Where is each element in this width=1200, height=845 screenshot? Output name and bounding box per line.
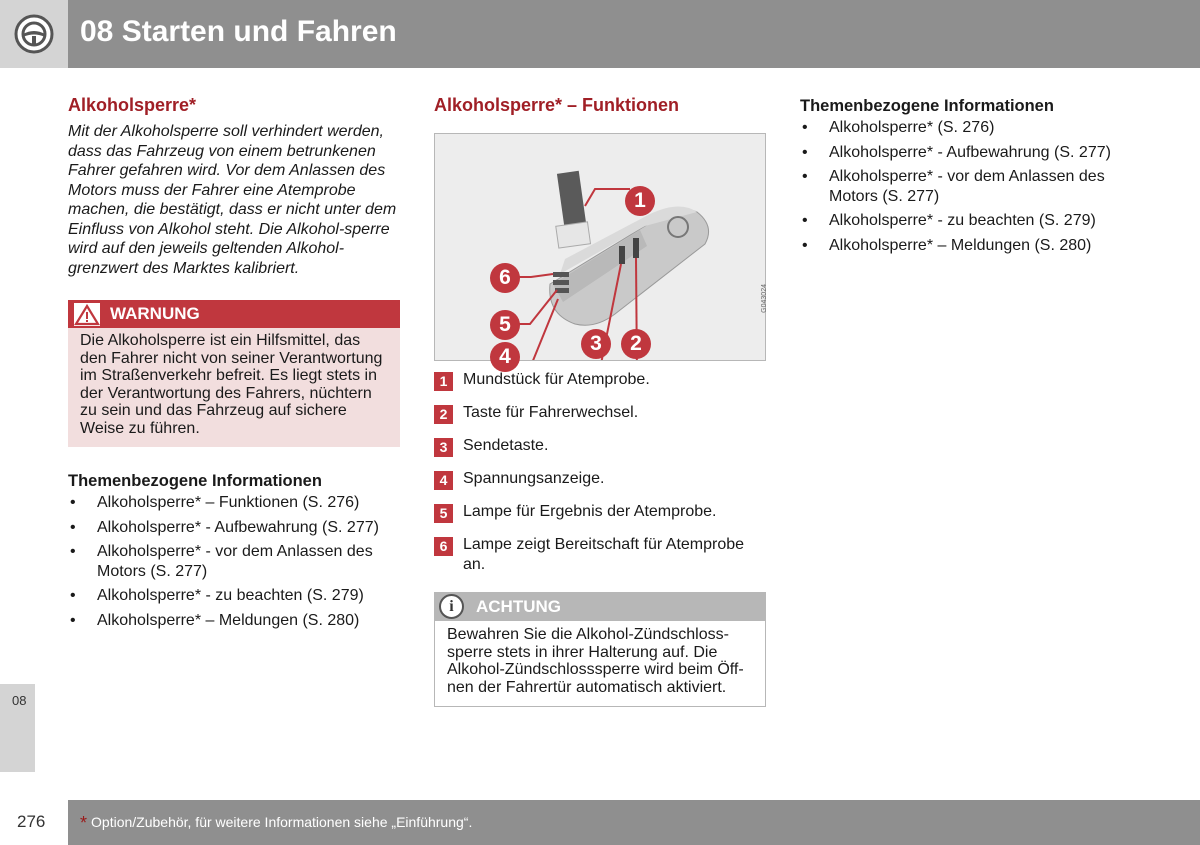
legend-number: 3 [434, 438, 453, 457]
related-info-title: Themenbezogene Informationen [800, 97, 1054, 115]
legend-item [434, 535, 766, 574]
column-middle [434, 94, 766, 707]
warning-triangle-icon [74, 303, 100, 326]
section-title-funktionen: Alkoholsperre* – Funktionen [434, 95, 680, 115]
legend-text: Spannungsanzeige. [463, 470, 605, 487]
legend-text: Sendetaste. [463, 437, 549, 454]
legend-number: 5 [434, 504, 453, 523]
note-header [435, 593, 765, 621]
related-link[interactable]: • Alkoholsperre* – Meldungen (S. 280) [68, 611, 400, 631]
callout-2: 2 [621, 329, 651, 359]
section-title-alkoholsperre: Alkoholsperre* [68, 95, 197, 115]
legend-number: 1 [434, 372, 453, 391]
footnote-text: Option/Zubehör, für weitere Informationen siehe „Einführung“. [91, 814, 473, 830]
note-label: ACHTUNG [476, 597, 561, 616]
legend-item [434, 469, 766, 489]
related-link[interactable]: • Alkoholsperre* - vor dem Anlassen des Motors (S. 277) [800, 167, 1132, 206]
chapter-side-tab-label: 08 [12, 693, 27, 708]
related-link[interactable]: • Alkoholsperre* – Meldungen (S. 280) [800, 236, 1132, 256]
device-illustration [434, 133, 768, 368]
legend-item [434, 370, 766, 390]
column-right [800, 94, 1132, 260]
callout-4: 4 [490, 342, 520, 372]
legend-text: Lampe für Ergebnis der Atemprobe. [463, 503, 717, 520]
related-link[interactable]: • Alkoholsperre* - zu beachten (S. 279) [68, 586, 400, 606]
legend-item [434, 502, 766, 522]
legend-text: Lampe zeigt Bereitschaft für Atemprobe an. [463, 536, 745, 573]
column-left [68, 94, 400, 635]
related-info-title: Themenbezogene Informationen [68, 472, 322, 490]
callout-6: 6 [490, 263, 520, 293]
warning-header [68, 300, 400, 328]
info-icon: i [439, 594, 464, 619]
warning-box [68, 300, 400, 447]
breathalyzer-drawing [435, 134, 765, 360]
warning-label: WARNUNG [110, 304, 200, 323]
related-list [800, 118, 1132, 255]
legend-list [434, 370, 766, 574]
related-link[interactable]: • Alkoholsperre* - zu beachten (S. 279) [800, 211, 1132, 231]
related-link[interactable]: • Alkoholsperre* - vor dem Anlassen des Motors (S. 277) [68, 542, 400, 581]
legend-number: 2 [434, 405, 453, 424]
figure-id: G043024 [761, 284, 768, 313]
callout-5: 5 [490, 310, 520, 340]
related-link[interactable]: • Alkoholsperre* – Funktionen (S. 276) [68, 493, 400, 513]
legend-item [434, 403, 766, 423]
footnote [80, 813, 472, 834]
legend-text: Taste für Fahrerwechsel. [463, 404, 639, 421]
legend-item [434, 436, 766, 456]
note-box [434, 592, 766, 707]
legend-text: Mundstück für Atemprobe. [463, 371, 650, 388]
related-list [68, 493, 400, 630]
footnote-star: * [80, 813, 88, 833]
callout-3: 3 [581, 329, 611, 359]
legend-number: 6 [434, 537, 453, 556]
intro-paragraph: Mit der Alkoholsperre soll verhindert werden, dass das Fahrzeug von einem betrunkenen Fahrer gefahren wird. Vor dem Anlassen des Motors muss der Fahrer eine Atemprobe machen, die bestätigt, dass er nicht unter dem Einfluss von Alkohol steht. Die Alkohol-sperre wird auf den jeweils geltenden Alkohol-grenzwert des Marktes kalibriert. [68, 123, 397, 277]
warning-text: Die Alkoholsperre ist ein Hilfsmittel, das den Fahrer nicht von seiner Verantwortung im Straßenverkehr befreit. Es liegt stets in der Verantwortung des Fahrers, nüchtern zu sein und das Fahrzeug auf sichere Weise zu führen. [80, 332, 383, 437]
note-text: Bewahren Sie die Alkohol-Zündschloss-sperre stets in ihrer Halterung auf. Die Alkohol-Zündschlosssperre wird beim Öff-nen der Fahrertür automatisch aktiviert. [447, 626, 744, 696]
related-link[interactable]: • Alkoholsperre* (S. 276) [800, 118, 1132, 138]
related-link[interactable]: • Alkoholsperre* - Aufbewahrung (S. 277) [800, 143, 1132, 163]
page-number: 276 [17, 812, 46, 831]
steering-wheel-icon [14, 14, 54, 54]
header-icon-box [0, 0, 68, 68]
chapter-title: 08 Starten und Fahren [80, 15, 397, 48]
legend-number: 4 [434, 471, 453, 490]
callout-1: 1 [625, 186, 655, 216]
related-link[interactable]: • Alkoholsperre* - Aufbewahrung (S. 277) [68, 518, 400, 538]
